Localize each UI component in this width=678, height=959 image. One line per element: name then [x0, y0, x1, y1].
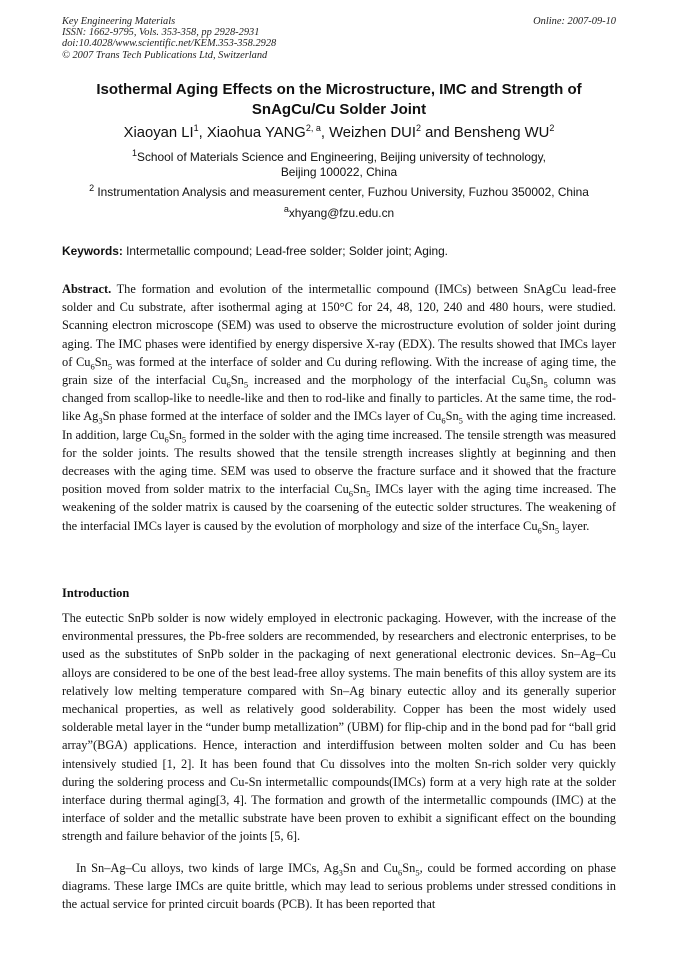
abstract-text: formed in the solder with the aging time increased. The tensile strength was measured for the solder joints. The results showed that the tensile strength increases slightly at beginning and then decreases with the aging time. SEM was used to observe the fracture surface and it showed that the fracture position moved from solder matrix to the interfacial Cu	[62, 427, 616, 497]
title-line-1: Isothermal Aging Effects on the Microstructure, IMC and Strength of	[96, 81, 582, 98]
subscript: 5	[181, 434, 187, 445]
author-name: Xiaoyan LI	[123, 125, 194, 141]
affiliation-1-line-1: School of Materials Science and Engineering, Beijing university of technology,	[137, 150, 546, 164]
abstract-text: was formed at the interface of solder and Cu during reflowing. With the increase of aging time, the grain size of the interfacial Cu	[62, 354, 616, 388]
subscript: 3	[98, 415, 103, 426]
author-name: Xiaohua YANG	[206, 125, 306, 141]
abstract-text: Sn phase formed at the interface of solder and the IMCs layer of Cu	[102, 409, 442, 424]
corresponding-email	[40, 206, 638, 221]
abstract-text: increased and the morphology of the interfacial Cu	[248, 373, 527, 388]
paper-title	[40, 80, 638, 120]
affiliation-1-line-2: Beijing 100022, China	[280, 165, 398, 179]
introduction-paragraph-2	[62, 859, 616, 914]
author-affiliation-mark: 2	[549, 123, 555, 134]
author-list	[40, 123, 638, 143]
issn-line: ISSN: 1662-9795, Vols. 353-358, pp 2928-2931	[62, 27, 260, 39]
introduction-heading: Introduction	[62, 586, 130, 600]
introduction-paragraph-1: The eutectic SnPb solder is now widely employed in electronic packaging. However, with the increase of the environmental pressures, the Pb-free solders are recommended, by researchers and electronic enterprises, to be used as the substitutes of SnPb solder in the packaging of next generational electronic devices. Sn–Ag–Cu alloys are considered to be one of the best lead-free alloy systems. The main benefits of this alloy system are its relatively low melting temperature compared with Sn–Ag binary eutectic alloy and its generally superior mechanical properties, as well as relatively good solderability. Copper has been the most widely used solderable metal layer in the “under bump metallization” (UBM) for flip-chip and in the bond pad for “ball grid array”(BGA) applications. Hence, interaction and interdiffusion between molten solder and Cu has been intensively studied [1, 2]. It has been found that Cu dissolves into the molten Sn-rich solder very quickly during the soldering process and Cu-Sn intermetallic compounds(IMCs) form at a very high rate at the solder interface during thermal aging[3, 4]. The formation and growth of the intermetallic compounds (IMC) at the interface of solder and the metallic substrate have been proven to exhibit a significant effect on the bounding strength and failure behavior of the joints [5, 6].	[62, 611, 616, 844]
subscript: 6	[348, 488, 354, 499]
affiliation-2	[40, 185, 638, 200]
subscript: 5	[107, 361, 113, 372]
abstract-text: Sn	[530, 373, 544, 388]
abstract-text: Sn	[168, 427, 182, 442]
author-separator: ,	[198, 125, 207, 141]
abstract-text: Sn	[445, 409, 459, 424]
keywords-label: Keywords:	[62, 244, 123, 258]
keywords-text: Intermetallic compound; Lead-free solder; Solder joint; Aging.	[122, 244, 448, 258]
subscript: 6	[90, 361, 95, 372]
abstract-text: Sn	[230, 373, 244, 388]
author-separator: ,	[320, 125, 330, 141]
subscript: 6	[397, 867, 403, 878]
subscript: 5	[458, 415, 463, 426]
subscript: 5	[243, 379, 249, 390]
subscript: 5	[415, 867, 420, 878]
abstract-text: Sn	[353, 482, 367, 497]
doi-line[interactable]: doi:10.4028/www.scientific.net/KEM.353-358.2928	[62, 38, 277, 50]
paragraph-text: Sn and Cu	[342, 861, 398, 875]
email-mark: a	[283, 204, 289, 215]
paragraph-text: , could be formed according on phase diagrams. These large IMCs are quite brittle, which may lead to serious problems under stressed conditions in the actual service for printed circuit boards (PCB). It has been reported that	[62, 861, 616, 912]
abstract-text: IMCs layer with the aging time increased. The weakening of the solder matrix is caused by the coarsening of the eutectic solder structures. The weakening of the interfacial IMCs layer is caused by the evolution of morphology and size of the interface Cu	[62, 482, 616, 533]
paragraph-text: In Sn–Ag–Cu alloys, two kinds of large IMCs, Ag	[76, 861, 339, 875]
affiliation-1	[40, 150, 638, 180]
subscript: 5	[366, 488, 371, 499]
paragraph-text: Sn	[402, 861, 416, 875]
abstract-text: The formation and evolution of the intermetallic compound (IMCs) between SnAgCu lead-free solder and Cu substrate, after isothermal aging at 150°C for 24, 48, 120, 240 and 480 hours, were studied. Scanning electron microscope (SEM) was used to observe the microstructure evolution of solder joint during aging. The IMC phases were identified by energy dispersive X-ray (EDX). The results showed that IMCs layer of Cu	[62, 282, 616, 369]
author-affiliation-mark: 2	[415, 123, 421, 134]
subscript: 6	[226, 379, 231, 390]
abstract-text: layer.	[559, 518, 590, 533]
online-date: Online: 2007-09-10	[533, 16, 616, 27]
author-separator: and	[420, 125, 454, 141]
affiliation-mark: 2	[89, 183, 95, 194]
subscript: 5	[554, 525, 560, 536]
subscript: 6	[441, 415, 446, 426]
author-name: Bensheng WU	[453, 125, 550, 141]
abstract-text: Sn	[94, 354, 108, 369]
subscript: 6	[526, 379, 531, 390]
journal-name: Key Engineering Materials	[62, 16, 176, 27]
author-name: Weizhen DUI	[329, 125, 416, 141]
author-affiliation-mark: 2, a	[305, 123, 321, 134]
copyright-line: © 2007 Trans Tech Publications Ltd, Switzerland	[62, 49, 268, 61]
abstract-text: with the aging time increased. In addition, large Cu	[62, 409, 616, 442]
abstract-text: column was changed from scallop-like to needle-like and then to rod-like and finally to particles. At the same time, the rod-like Ag	[62, 373, 617, 424]
abstract-text: Sn	[541, 518, 555, 533]
affiliation-mark: 1	[132, 148, 138, 159]
email-address[interactable]: xhyang@fzu.edu.cn	[288, 206, 395, 220]
subscript: 5	[543, 379, 548, 390]
keywords	[62, 244, 616, 259]
author-affiliation-mark: 1	[193, 123, 199, 134]
title-line-2: SnAgCu/Cu Solder Joint	[251, 101, 427, 118]
abstract-paragraph	[62, 280, 616, 535]
abstract-label: Abstract.	[62, 282, 112, 296]
subscript: 6	[164, 434, 169, 445]
subscript: 6	[537, 525, 542, 536]
affiliation-2-text: Instrumentation Analysis and measurement center, Fuzhou University, Fuzhou 350002, China	[94, 185, 589, 199]
subscript: 3	[338, 867, 343, 878]
journal-header	[62, 16, 616, 61]
